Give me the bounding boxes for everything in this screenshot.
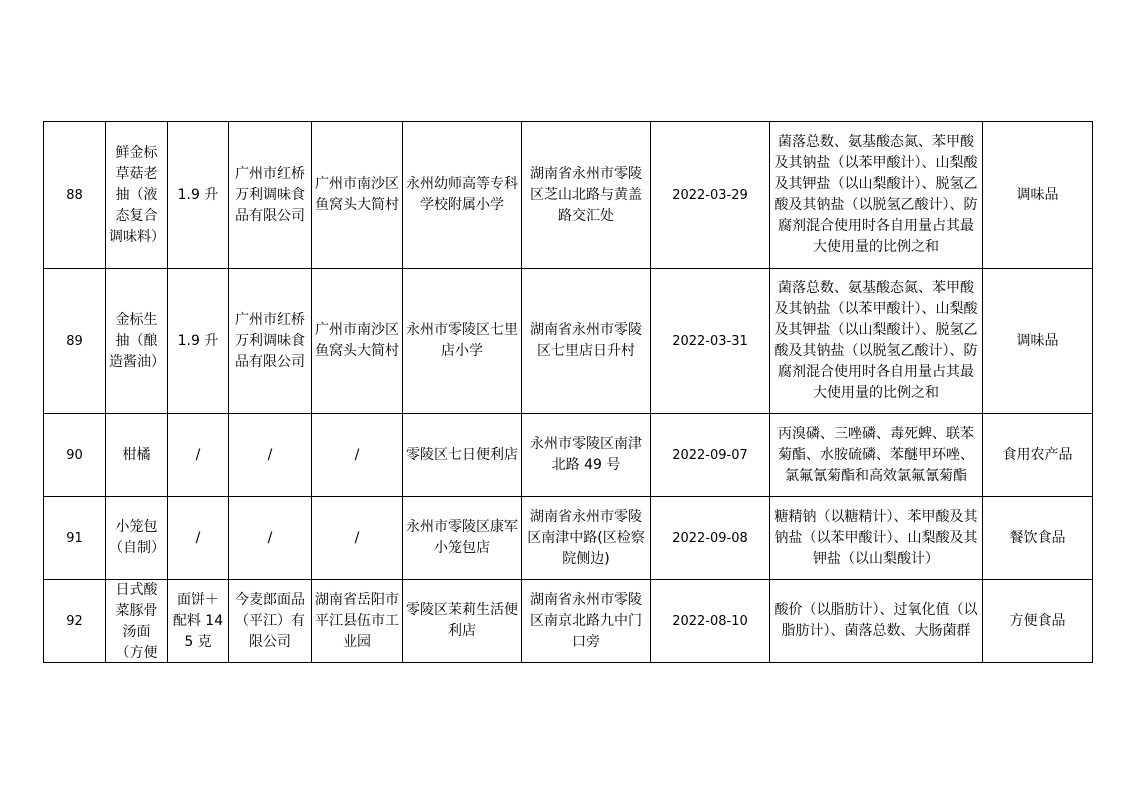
product-spec: / [168,414,229,497]
product-spec: 1.9 升 [168,269,229,414]
product-name [106,580,168,663]
sampled-address: 湖南省永州市零陵区七里店日升村 [522,269,651,414]
inspection-items: 糖精钠（以糖精计）、苯甲酸及其钠盐（以苯甲酸计）、山梨酸及其钾盐（以山梨酸计） [770,497,983,580]
product-spec [168,580,229,663]
product-name: 小笼包（自制） [106,497,168,580]
production-date: 2022-09-07 [651,414,770,497]
sampled-address: 湖南省永州市零陵区芝山北路与黄盖路交汇处 [522,122,651,269]
producer-address: 广州市南沙区鱼窝头大简村 [312,269,403,414]
production-date: 2022-08-10 [651,580,770,663]
producer-name: / [229,497,312,580]
product-name: 柑橘 [106,414,168,497]
inspection-items: 菌落总数、氨基酸态氮、苯甲酸及其钠盐（以苯甲酸计）、山梨酸及其钾盐（以山梨酸计）、脱氢乙酸及其钠盐（以脱氢乙酸计）、防腐剂混合使用时各自用量占其最大使用量的比例之和 [770,269,983,414]
food-category: 食用农产品 [983,414,1093,497]
sampled-unit: 零陵区七日便利店 [403,414,522,497]
table-row [44,580,1093,663]
sampling-results-table [43,121,1093,663]
sampled-unit: 永州市零陵区康军小笼包店 [403,497,522,580]
sampled-address: 永州市零陵区南津北路 49 号 [522,414,651,497]
row-number: 89 [44,269,106,414]
production-date: 2022-03-29 [651,122,770,269]
food-category: 餐饮食品 [983,497,1093,580]
food-category: 方便食品 [983,580,1093,663]
production-date: 2022-03-31 [651,269,770,414]
food-category: 调味品 [983,122,1093,269]
row-number: 90 [44,414,106,497]
table-row [44,122,1093,269]
production-date: 2022-09-08 [651,497,770,580]
product-spec: / [168,497,229,580]
product-name-text: 日式酸菜豚骨汤面（方便 [115,582,158,661]
product-name: 金标生抽（酿造酱油） [106,269,168,414]
inspection-items: 丙溴磷、三唑磷、毒死蜱、联苯菊酯、水胺硫磷、苯醚甲环唑、氯氟氰菊酯和高效氯氟氰菊酯 [770,414,983,497]
producer-name: / [229,414,312,497]
inspection-items: 菌落总数、氨基酸态氮、苯甲酸及其钠盐（以苯甲酸计）、山梨酸及其钾盐（以山梨酸计）、脱氢乙酸及其钠盐（以脱氢乙酸计）、防腐剂混合使用时各自用量占其最大使用量的比例之和 [770,122,983,269]
sampled-address: 湖南省永州市零陵区南津中路(区检察院侧边) [522,497,651,580]
product-spec: 1.9 升 [168,122,229,269]
inspection-items: 酸价（以脂肪计）、过氧化值（以脂肪计）、菌落总数、大肠菌群 [770,580,983,663]
sampled-unit: 永州市零陵区七里店小学 [403,269,522,414]
producer-address: / [312,497,403,580]
row-number: 88 [44,122,106,269]
product-spec-text: 面饼＋配料 145 克 [172,591,224,650]
row-number: 92 [44,580,106,663]
table-row [44,497,1093,580]
sampled-address: 湖南省永州市零陵区南京北路九中门口旁 [522,580,651,663]
producer-name: 广州市红桥万利调味食品有限公司 [229,269,312,414]
producer-name: 广州市红桥万利调味食品有限公司 [229,122,312,269]
sampled-unit: 零陵区茉莉生活便利店 [403,580,522,663]
table-row [44,269,1093,414]
producer-address [312,580,403,663]
producer-address: / [312,414,403,497]
food-category: 调味品 [983,269,1093,414]
producer-name: 今麦郎面品（平江）有限公司 [229,580,312,663]
table-row [44,414,1093,497]
producer-address-text: 湖南省岳阳市平江县伍市工业园 [315,591,399,650]
sampled-unit: 永州幼师高等专科学校附属小学 [403,122,522,269]
product-name: 鲜金标草菇老抽（液态复合调味料） [106,122,168,269]
row-number: 91 [44,497,106,580]
producer-address: 广州市南沙区鱼窝头大简村 [312,122,403,269]
